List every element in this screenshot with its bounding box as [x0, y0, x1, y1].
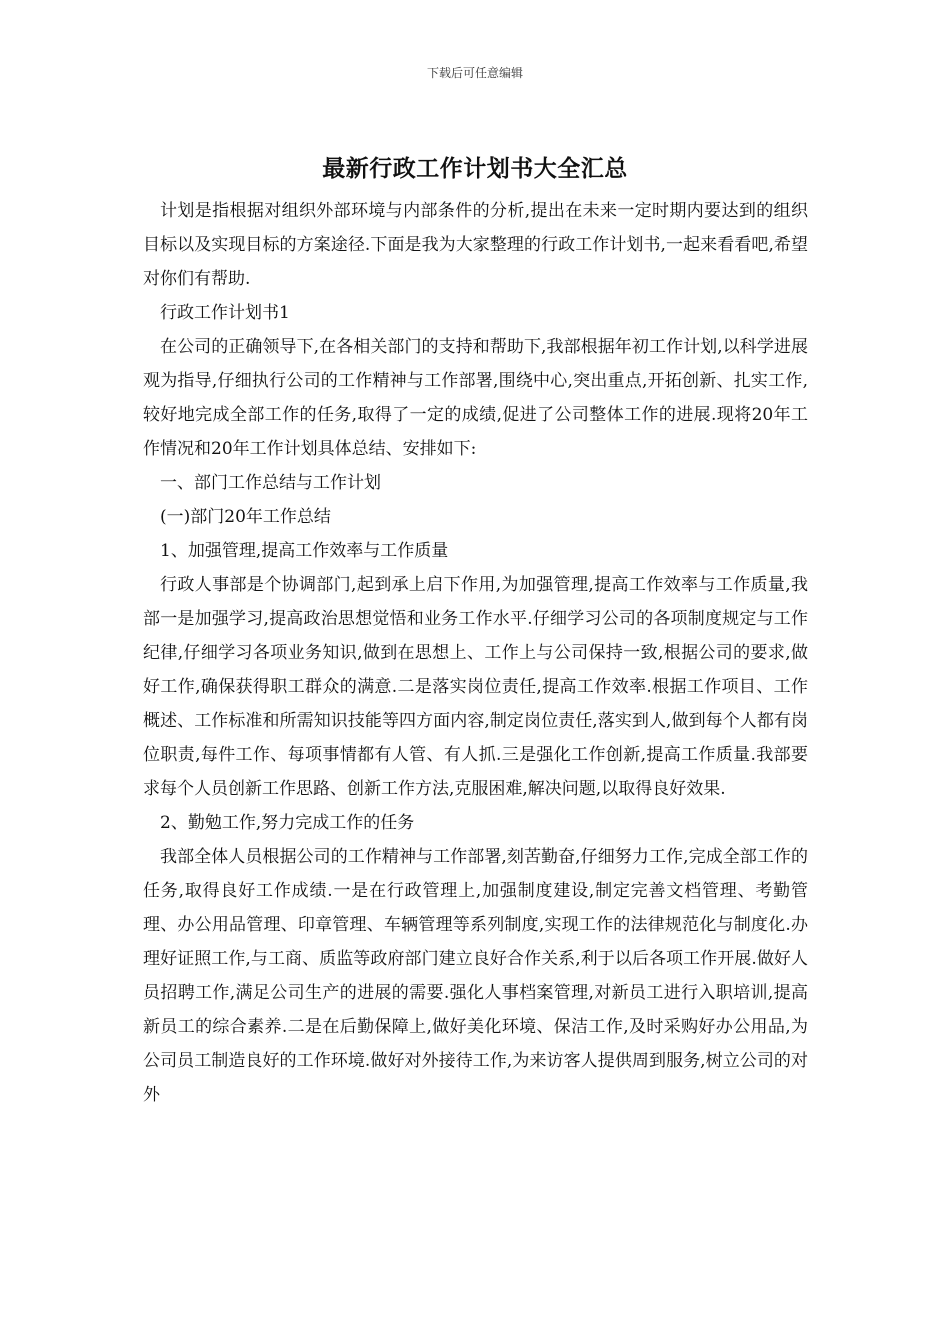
page-header-note: 下载后可任意编辑	[426, 66, 523, 80]
item-heading: 2、勤勉工作,努力完成工作的任务	[160, 813, 415, 833]
item-heading: 1、加强管理,提高工作效率与工作质量	[160, 541, 449, 561]
section-heading-plan-1: 行政工作计划书1	[160, 303, 290, 323]
paragraph: 在公司的正确领导下,在各相关部门的支持和帮助下,我部根据年初工作计划,以科学进展观为指导,仔细执行公司的工作精神与工作部署,围绕中心,突出重点,开拓创新、扎实工作,较好地完成全部工作的任务,取得了一定的成绩,促进了公司整体工作的进展.现将20年工作情况和20年工作计划具体总结、安排如下:	[143, 337, 808, 459]
document-title: 最新行政工作计划书大全汇总	[322, 155, 628, 182]
paragraph: 行政人事部是个协调部门,起到承上启下作用,为加强管理,提高工作效率与工作质量,我部一是加强学习,提高政治思想觉悟和业务工作水平.仔细学习公司的各项制度规定与工作纪律,仔细学习各项业务知识,做到在思想上、工作上与公司保持一致,根据公司的要求,做好工作,确保获得职工群众的满意.二是落实岗位责任,提高工作效率.根据工作项目、工作概述、工作标准和所需知识技能等四方面内容,制定岗位责任,落实到人,做到每个人都有岗位职责,每件工作、每项事情都有人管、有人抓.三是强化工作创新,提高工作质量.我部要求每个人员创新工作思路、创新工作方法,克服困难,解决问题,以取得良好效果.	[143, 575, 808, 799]
document-body	[143, 194, 808, 1112]
subsection-heading: (一)部门20年工作总结	[160, 507, 331, 527]
section-heading: 一、部门工作总结与工作计划	[160, 473, 381, 493]
paragraph-intro: 计划是指根据对组织外部环境与内部条件的分析,提出在未来一定时期内要达到的组织目标以及实现目标的方案途径.下面是我为大家整理的行政工作计划书,一起来看看吧,希望对你们有帮助.	[143, 201, 808, 289]
paragraph: 我部全体人员根据公司的工作精神与工作部署,刻苦勤奋,仔细努力工作,完成全部工作的任务,取得良好工作成绩.一是在行政管理上,加强制度建设,制定完善文档管理、考勤管理、办公用品管理、印章管理、车辆管理等系列制度,实现工作的法律规范化与制度化.办理好证照工作,与工商、质监等政府部门建立良好合作关系,利于以后各项工作开展.做好人员招聘工作,满足公司生产的进展的需要.强化人事档案管理,对新员工进行入职培训,提高新员工的综合素养.二是在后勤保障上,做好美化环境、保洁工作,及时采购好办公用品,为公司员工制造良好的工作环境.做好对外接待工作,为来访客人提供周到服务,树立公司的对外	[143, 847, 808, 1105]
